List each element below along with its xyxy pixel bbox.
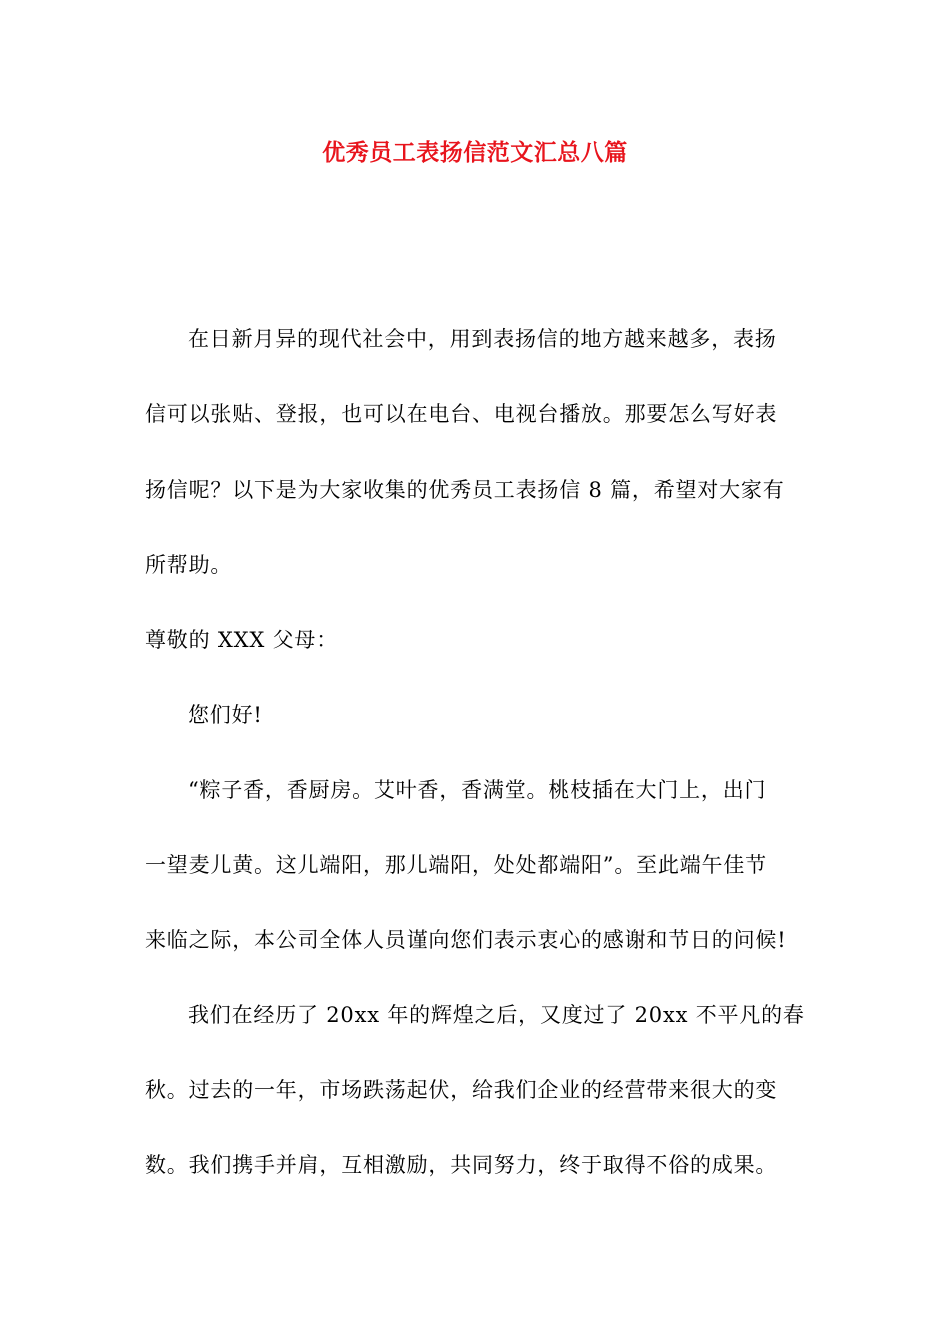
paragraph-line: 在日新月异的现代社会中，用到表扬信的地方越来越多，表扬 — [188, 327, 777, 351]
paragraph-line: 扬信呢？以下是为大家收集的优秀员工表扬信 8 篇，希望对大家有 — [145, 478, 785, 502]
greeting-line: 您们好! — [188, 703, 263, 727]
paragraph-line: 秋。过去的一年，市场跌荡起伏，给我们企业的经营带来很大的变 — [145, 1078, 778, 1102]
document-title: 优秀员工表扬信范文汇总八篇 — [322, 139, 628, 166]
paragraph-line: 一望麦儿黄。这儿端阳，那儿端阳，处处都端阳”。至此端午佳节 — [145, 853, 767, 877]
paragraph-line: 数。我们携手并肩，互相激励，共同努力，终于取得不俗的成果。 — [145, 1153, 778, 1177]
salutation-line: 尊敬的 XXX 父母： — [145, 628, 339, 652]
paragraph-line: 来临之际，本公司全体人员谨向您们表示衷心的感谢和节日的问候! — [145, 928, 787, 952]
paragraph-line: 我们在经历了 20xx 年的辉煌之后，又度过了 20xx 不平凡的春 — [188, 1003, 805, 1027]
paragraph-line: 所帮助。 — [145, 553, 233, 577]
paragraph-line: “粽子香，香厨房。艾叶香，香满堂。桃枝插在大门上，出门 — [188, 778, 767, 802]
paragraph-line: 信可以张贴、登报，也可以在电台、电视台播放。那要怎么写好表 — [145, 402, 778, 426]
